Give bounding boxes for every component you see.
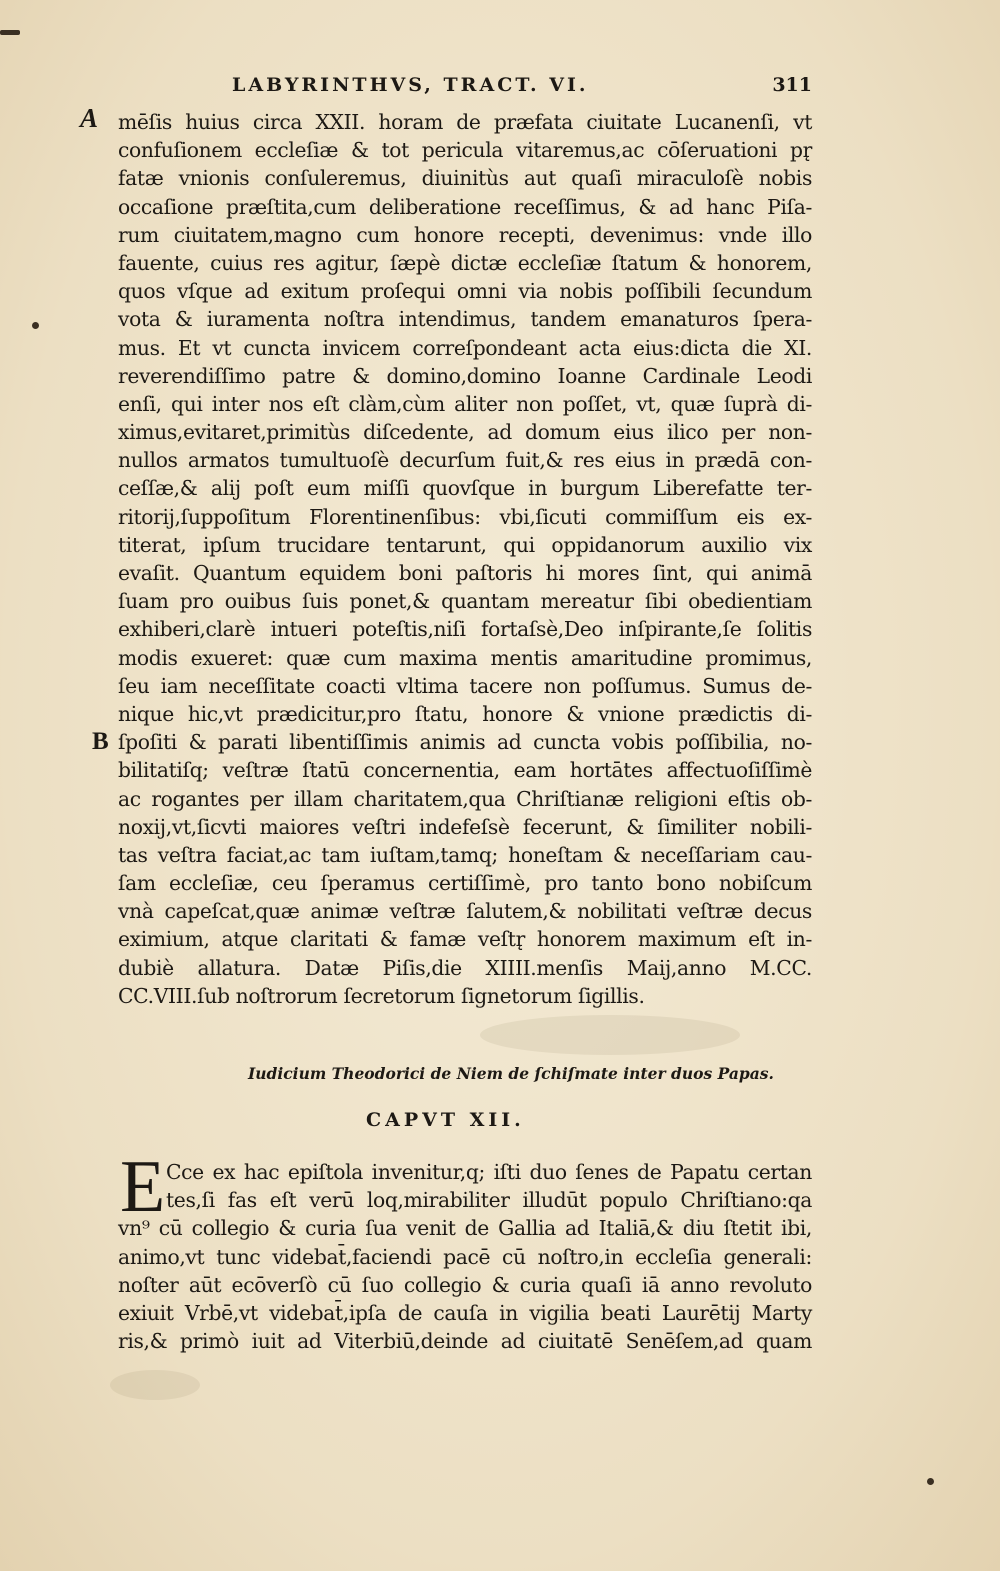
text-line: mus. Et vt cuncta invicem correſpondeant acta eius:dicta die XI. — [118, 335, 812, 360]
text-line: confuſionem eccleſiæ & tot pericula vitaremus,ac cōſeruationi pr̨ — [118, 138, 812, 163]
text-line: vnà capeſcat,quæ animæ veſtræ ſalutem,& nobilitati veſtræ decus — [118, 899, 812, 924]
paper-stain — [480, 1015, 740, 1055]
text-line: noſter aūt ecōverſò cū ſuo collegio & curia quaſi iā anno revoluto — [118, 1272, 812, 1297]
page-number: 311 — [772, 74, 812, 96]
margin-marker-b: B — [92, 728, 109, 755]
text-line: enſi, qui inter nos eſt clàm,cùm aliter non poſſet, vt, quæ ſuprà di- — [118, 391, 812, 416]
text-line: eximium, atque claritati & famæ veſtr̨ honorem maximum eſt in- — [118, 927, 812, 952]
running-head — [232, 74, 812, 96]
ink-speck — [0, 30, 20, 35]
text-line: ritorij,ſuppoſitum Florentinenſibus: vbi,ſicuti commiſſum eis ex- — [118, 504, 812, 529]
text-line: ſam eccleſiæ, ceu ſperamus certiſſimè, pro tanto bono nobiſcum — [118, 871, 812, 896]
text-line: noxij,vt,ſicvti maiores veſtri indefeſsè fecerunt, & ſimiliter nobili- — [118, 814, 812, 839]
ink-speck — [32, 322, 39, 329]
text-line: occaſione præſtita,cum deliberatione receſſimus, & ad hanc Piſa- — [118, 194, 812, 219]
text-line: ſpoſiti & parati libentiſſimis animis ad cuncta vobis poſſibilia, no- — [118, 730, 812, 755]
text-line: fatæ vnionis conſuleremus, diuinitùs aut quaſi miraculoſè nobis — [118, 166, 812, 191]
text-line: evaſit. Quantum equidem boni paſtoris hi mores ſint, qui animā — [118, 561, 812, 585]
text-line: animo,vt tunc videbat̄,faciendi pacē cū noſtro,in eccleſia generali: — [118, 1244, 812, 1269]
running-head-title: LABYRINTHVS, TRACT. VI. — [232, 74, 589, 96]
text-line: ſeu iam neceſſitate coacti vltima tacere non poſſumus. Sumus de- — [118, 673, 812, 698]
text-line: nullos armatos tumultuoſè decurſum fuit,& res eius in prædā con- — [118, 448, 812, 473]
text-line: tes,ſi fas eſt verū loq,mirabiliter illudūt populo Chriſtiano:qa — [166, 1188, 812, 1213]
text-line: dubiè allatura. Datæ Piſis,die XIIII.menſis Maij,anno M.CC. — [118, 955, 812, 980]
text-line: mēſis huius circa XXII. horam de præfata ciuitate Lucanenſi, vt — [118, 110, 812, 134]
text-line: nique hic,vt prædicitur,pro ſtatu, honore & vnione prædictis di- — [118, 701, 812, 726]
letter-body — [118, 108, 812, 1010]
text-line: ximus,evitaret,primitùs diſcedente, ad domum eius ilico per non- — [118, 420, 812, 445]
text-line: quos vſque ad exitum proſequi omni via nobis poſſibili ſecundum — [118, 279, 812, 304]
text-line: titerat, ipſum trucidare tentarunt, qui oppidanorum auxilio vix — [118, 532, 812, 557]
chapter-title: CAPVT XII. — [366, 1109, 525, 1131]
text-line: ceſſæ,& alij poſt eum miſſi quovſque in burgum Liberefatte ter- — [118, 476, 812, 501]
text-line: tas veſtra faciat,ac tam iuſtam,tamq; honeſtam & neceſſariam cau- — [118, 842, 812, 867]
text-line: bilitatiſq; veſtræ ſtatū concernentia, eam hortātes affectuoſiſſimè — [118, 758, 812, 783]
text-line: vota & iuramenta noſtra intendimus, tandem emanaturos ſpera- — [118, 307, 812, 332]
chapter-body — [118, 1158, 812, 1355]
paper-stain — [110, 1370, 200, 1400]
ink-speck — [927, 1478, 934, 1485]
section-heading: Iudicium Theodorici de Niem de ſchiſmate inter duos Papas. — [248, 1064, 774, 1083]
text-line: reverendiſſimo patre & domino,domino Ioanne Cardinale Leodi — [118, 363, 812, 388]
text-line: ris,& primò iuit ad Viterbiū,deinde ad ciuitatē Senēſem,ad quam — [118, 1329, 812, 1354]
text-line: exiuit Vrbē,vt videbat̄,ipſa de cauſa in vigilia beati Laurētij Marty — [118, 1300, 812, 1325]
text-line: exhiberi,clarè intueri poteſtis,niſi fortaſsè,Deo inſpirante,ſe ſolitis — [118, 617, 812, 642]
text-line: rum ciuitatem,magno cum honore recepti, devenimus: vnde illo — [118, 222, 812, 247]
text-line: Cce ex hac epiſtola invenitur,q; iſti duo ſenes de Papatu certan — [166, 1160, 812, 1184]
text-line: CC.VIII.ſub noſtrorum ſecretorum ſignetorum ſigillis. — [118, 983, 645, 1008]
text-line: modis exueret: quæ cum maxima mentis amaritudine promimus, — [118, 645, 812, 670]
text-line: fauente, cuius res agitur, ſæpè dictæ eccleſiæ ſtatum & honorem, — [118, 250, 812, 275]
drop-cap: E — [120, 1146, 166, 1228]
margin-marker-a: A — [80, 103, 99, 133]
text-line: vn⁹ cū collegio & curia ſua venit de Gallia ad Italiā,& diu ſtetit ibi, — [118, 1216, 812, 1241]
text-line: ac rogantes per illam charitatem,qua Chriſtianæ religioni eſtis ob- — [118, 786, 812, 811]
text-line: ſuam pro ouibus ſuis ponet,& quantam mereatur ſibi obedientiam — [118, 589, 812, 614]
